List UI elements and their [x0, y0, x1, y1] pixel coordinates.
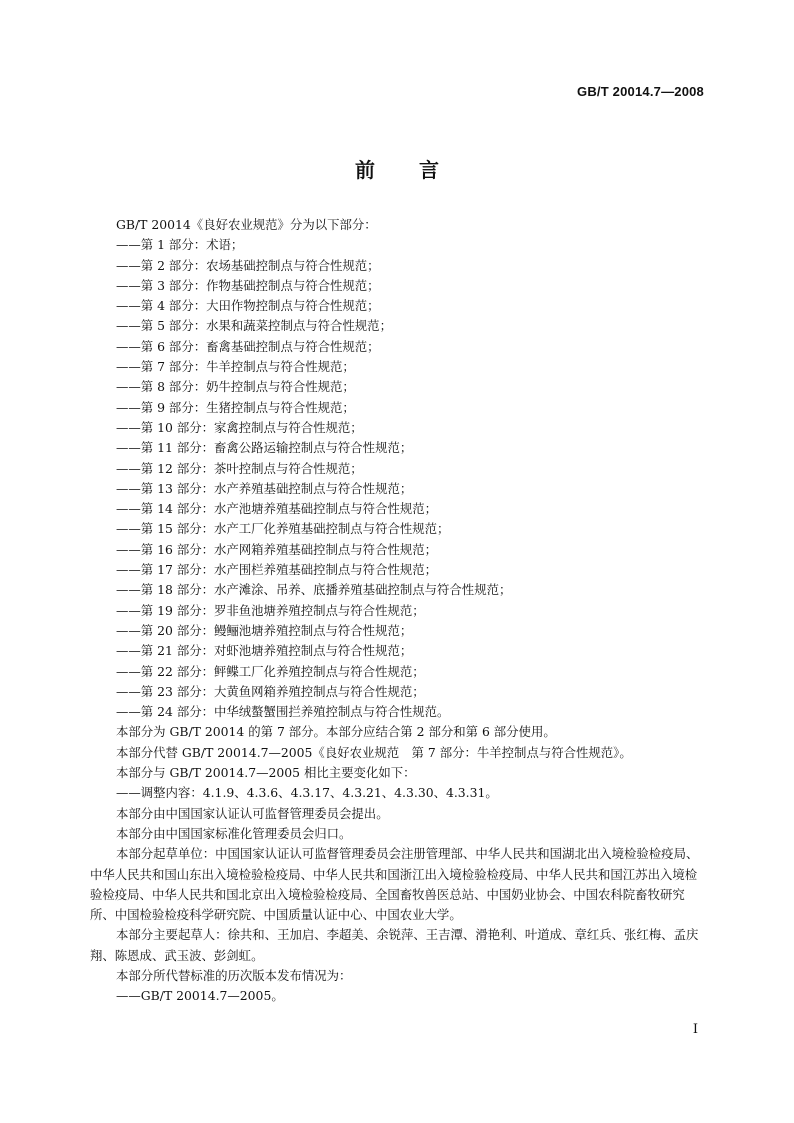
part-list-item: ——第 17 部分：水产围栏养殖基础控制点与符合性规范；	[116, 562, 438, 578]
part-list-item: ——第 5 部分：水果和蔬菜控制点与符合性规范；	[116, 318, 392, 334]
part-list-item: ——第 16 部分：水产网箱养殖基础控制点与符合性规范；	[116, 541, 438, 557]
part-list-item: ——第 19 部分：罗非鱼池塘养殖控制点与符合性规范；	[116, 602, 425, 618]
part-list-item: ——第 18 部分：水产滩涂、吊养、底播养殖基础控制点与符合性规范；	[116, 582, 512, 598]
part-list-item: ——第 9 部分：生猪控制点与符合性规范；	[116, 399, 355, 415]
parts-intro: GB/T 20014《良好农业规范》分为以下部分：	[116, 217, 377, 232]
drafting-units-statement: 本部分起草单位：中国国家认证认可监督管理委员会注册管理部、中华人民共和国湖北出入境检验检疫局、中华人民共和国山东出入境检验检疫局、中华人民共和国浙江出入境检验检疫局、中华人民共和国江苏出入境检验检疫局、中华人民共和国北京出入境检验检疫局、全国畜牧兽医总站、中国奶业协会、中国农科院畜牧研究所、中国检验检疫科学研究院、中国质量认证中心、中国农业大学。	[90, 846, 699, 923]
part-list-item: ——第 3 部分：作物基础控制点与符合性规范；	[116, 277, 380, 293]
part-list-item: ——第 8 部分：奶牛控制点与符合性规范；	[116, 379, 355, 395]
drafters-statement: 本部分主要起草人：徐共和、王加启、李超美、余锐萍、王吉潭、滑艳利、叶道成、章红兵、张红梅、孟庆翔、陈恩成、武玉波、彭剑虹。	[90, 927, 699, 963]
part-list-item: ——第 15 部分：水产工厂化养殖基础控制点与符合性规范；	[116, 521, 450, 537]
part-list-item: ——第 14 部分：水产池塘养殖基础控制点与符合性规范；	[116, 501, 438, 517]
part-of-statement: 本部分为 GB/T 20014 的第 7 部分。本部分应结合第 2 部分和第 6 部分使用。	[116, 724, 556, 740]
page-title: 前言	[355, 158, 483, 182]
foreword-body	[90, 215, 705, 1007]
part-list-item: ——第 20 部分：鳗鲡池塘养殖控制点与符合性规范；	[116, 622, 413, 638]
part-list-item: ——第 21 部分：对虾池塘养殖控制点与符合性规范；	[116, 643, 413, 659]
part-list-item: ——第 12 部分：茶叶控制点与符合性规范；	[116, 460, 363, 476]
standard-number-header: GB/T 20014.7—2008	[577, 84, 704, 99]
proposed-by-statement: 本部分由中国国家认证认可监督管理委员会提出。	[116, 805, 389, 821]
parts-list	[90, 235, 705, 722]
part-list-item: ——第 4 部分：大田作物控制点与符合性规范；	[116, 298, 380, 314]
part-list-item: ——第 22 部分：鲆鲽工厂化养殖控制点与符合性规范；	[116, 663, 425, 679]
part-list-item: ——第 13 部分：水产养殖基础控制点与符合性规范；	[116, 480, 413, 496]
changes-item: ——调整内容：4.1.9、4.3.6、4.3.17、4.3.21、4.3.30、4.3.31。	[116, 785, 498, 801]
centralized-by-statement: 本部分由中国国家标准化管理委员会归口。	[116, 825, 352, 841]
part-list-item: ——第 2 部分：农场基础控制点与符合性规范；	[116, 257, 380, 273]
part-list-item: ——第 6 部分：畜禽基础控制点与符合性规范；	[116, 338, 380, 354]
part-list-item: ——第 24 部分：中华绒螯蟹围拦养殖控制点与符合性规范。	[116, 704, 450, 720]
part-list-item: ——第 11 部分：畜禽公路运输控制点与符合性规范；	[116, 440, 413, 456]
part-list-item: ——第 10 部分：家禽控制点与符合性规范；	[116, 419, 363, 435]
changes-intro: 本部分与 GB/T 20014.7—2005 相比主要变化如下：	[116, 765, 416, 781]
page-number: I	[692, 1022, 698, 1037]
part-list-item: ——第 1 部分：术语；	[116, 237, 244, 253]
part-list-item: ——第 23 部分：大黄鱼网箱养殖控制点与符合性规范；	[116, 683, 425, 699]
replaces-statement: 本部分代替 GB/T 20014.7—2005《良好农业规范 第 7 部分：牛羊控制点与符合性规范》。	[116, 744, 632, 760]
history-intro: 本部分所代替标准的历次版本发布情况为：	[116, 967, 352, 983]
history-item: ——GB/T 20014.7—2005。	[116, 988, 284, 1004]
part-list-item: ——第 7 部分：牛羊控制点与符合性规范；	[116, 359, 355, 375]
